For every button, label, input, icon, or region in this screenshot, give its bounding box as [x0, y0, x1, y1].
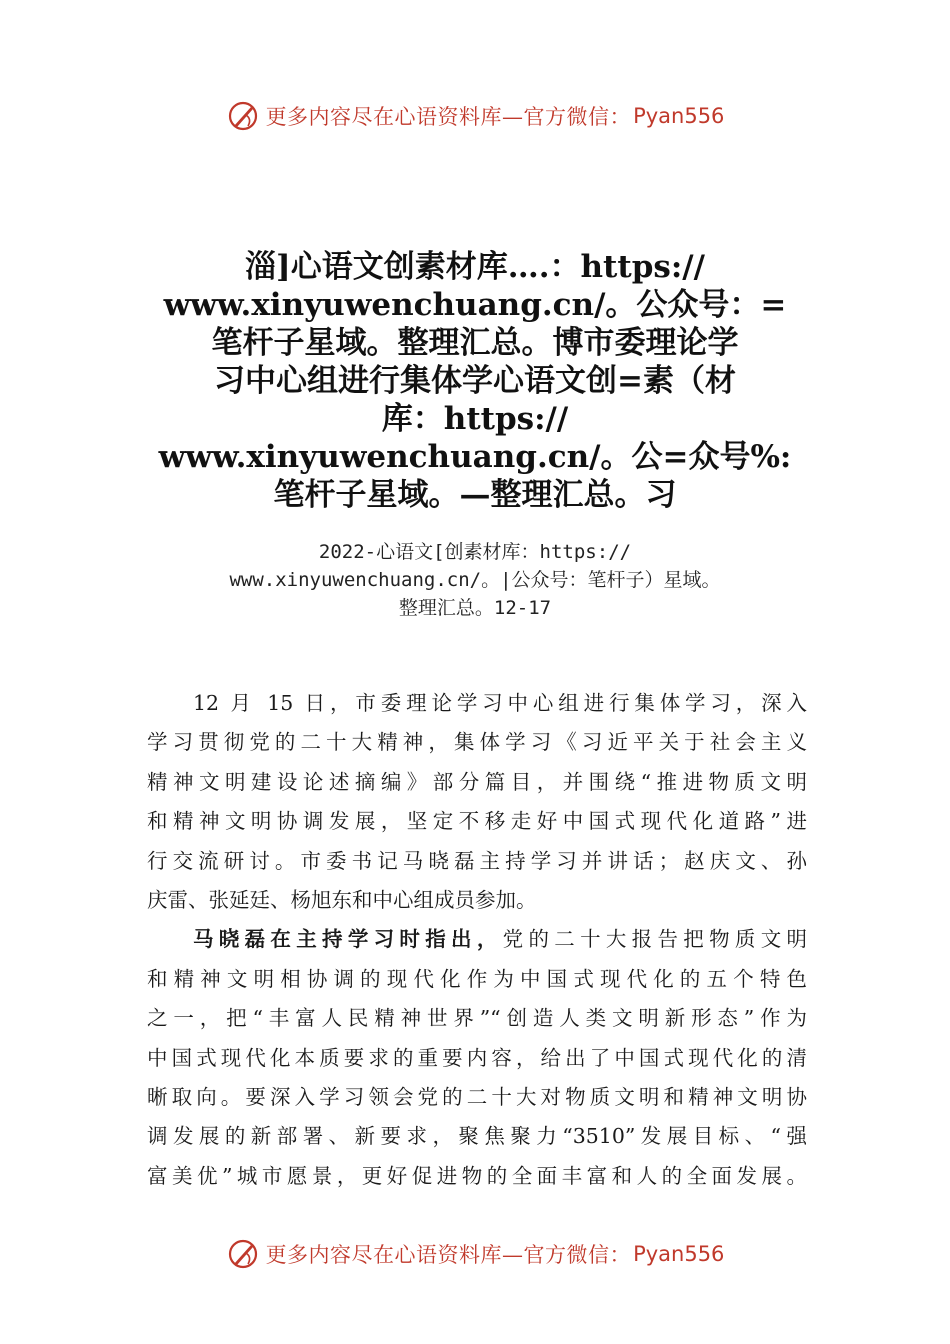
banner-text: 更多内容尽在心语资料库—官方微信：	[265, 105, 632, 129]
title-line: 习中心组进行集体学心语文创=素（材	[214, 363, 736, 399]
paragraph-line: 之一，把“丰富人民精神世界”“创造人类文明新形态”作为	[147, 1006, 807, 1031]
title-line: www.xinyuwenchuang.cn/。公众号：=	[163, 287, 787, 323]
paragraph-line: 精神文明建设论述摘编》部分篇目，并围绕“推进物质文明	[147, 769, 807, 794]
banner-contact: Pyan556	[633, 1242, 725, 1266]
pen-circle-logo-icon	[226, 99, 260, 133]
paragraph-line	[147, 920, 807, 959]
paragraph-line: 学习贯彻党的二十大精神，集体学习《习近平关于社会主义	[147, 730, 807, 755]
paragraph-line: 12 月 15 日，市委理论学习中心组进行集体学习，深入	[193, 691, 807, 715]
document-body	[147, 684, 807, 1196]
banner-contact: Pyan556	[633, 104, 725, 128]
pen-circle-logo-icon	[226, 1237, 260, 1271]
meta-line: 2022-心语文[创素材库：https://	[318, 541, 632, 563]
paragraph	[147, 684, 807, 920]
paragraph-lead: 马晓磊在主持学习时指出，	[193, 927, 503, 952]
title-line: www.xinyuwenchuang.cn/。公=众号%:	[158, 439, 792, 475]
paragraph-line: 和精神文明相协调的现代化作为中国式现代化的五个特色	[147, 966, 807, 991]
footer-banner	[0, 1234, 950, 1274]
meta-line: www.xinyuwenchuang.cn/。|公众号：笔杆子）星域。	[229, 569, 721, 591]
title-line: 淄]心语文创素材库….：https://	[245, 249, 705, 285]
paragraph-line: 调发展的新部署、新要求，聚焦聚力“3510”发展目标、“强	[147, 1124, 807, 1149]
title-line: 笔杆子星域。—整理汇总。习	[273, 477, 677, 513]
meta-line: 整理汇总。12-17	[398, 597, 552, 619]
title-line: 笔杆子星域。整理汇总。博市委理论学	[211, 325, 739, 361]
paragraph-line: 晰取向。要深入学习领会党的二十大对物质文明和精神文明协	[147, 1084, 807, 1109]
header-banner	[0, 96, 950, 136]
paragraph-line: 和精神文明协调发展，坚定不移走好中国式现代化道路”进	[147, 809, 807, 834]
paragraph-line: 庆雷、张延廷、杨旭东和中心组成员参加。	[147, 887, 537, 912]
banner-text: 更多内容尽在心语资料库—官方微信：	[265, 1243, 632, 1267]
paragraph-line: 行交流研讨。市委书记马晓磊主持学习并讲话；赵庆文、孙	[147, 848, 807, 873]
paragraph	[147, 920, 807, 1196]
paragraph-line: 富美优”城市愿景，更好促进物的全面丰富和人的全面发展。	[147, 1163, 807, 1188]
title-line: 库：https://	[381, 401, 569, 437]
document-title	[150, 248, 800, 514]
document-meta	[150, 538, 800, 622]
paragraph-line-rest: 党的二十大报告把物质文明	[502, 927, 808, 952]
paragraph-line: 中国式现代化本质要求的重要内容，给出了中国式现代化的清	[147, 1045, 807, 1070]
